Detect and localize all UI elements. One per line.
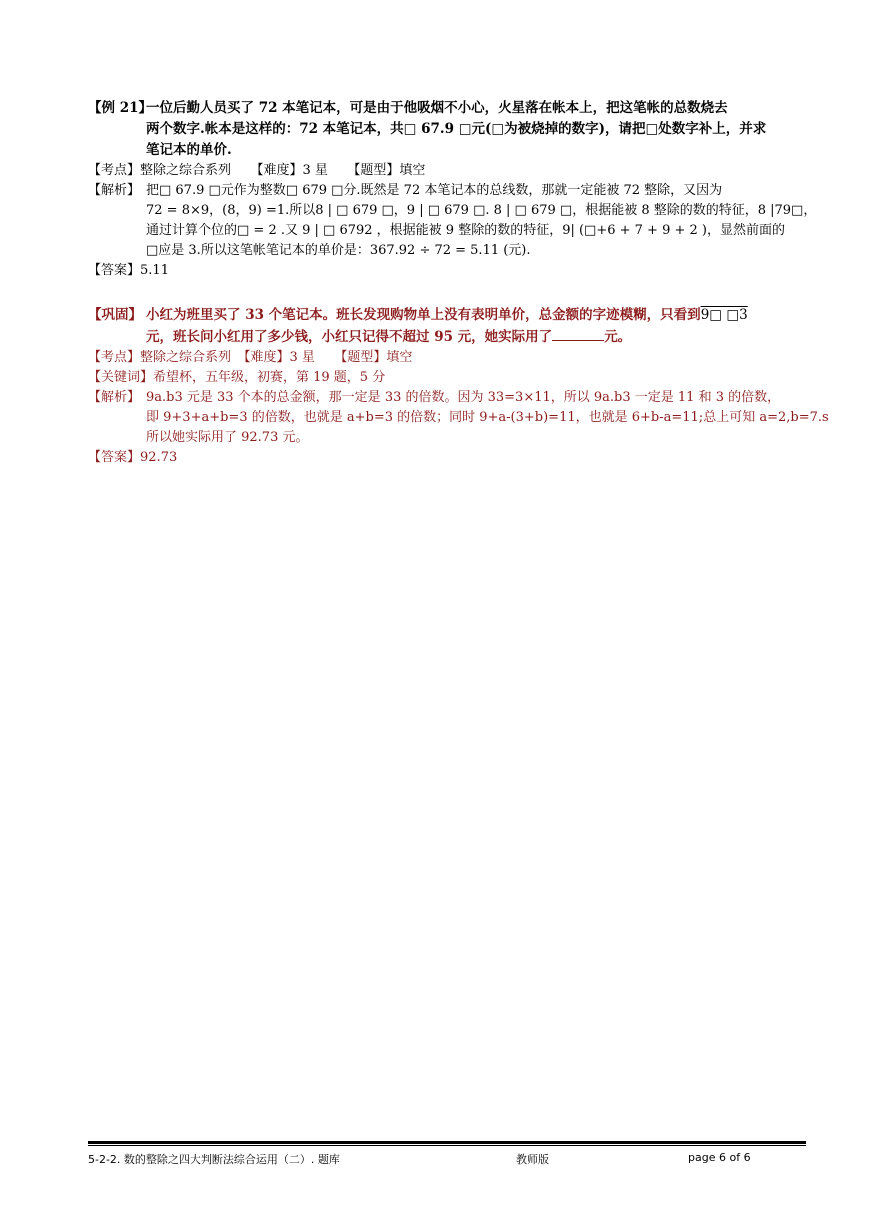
blurred-amount: 9□ □3 [700,307,748,323]
example-question-line-1: 【例 21】一位后勤人员买了 72 本笔记本，可是由于他吸烟不小心，火星落在帐本上，把这笔帐的总数烧去 [88,98,808,119]
example-kaodian: 【考点】整除之综合系列 【难度】3 星 【题型】填空 [88,163,426,178]
consolidate-question-line-1: 【巩固】 小红为班里买了 33 个笔记本。班长发现购物单上没有表明单价，总金额的字迹模糊，只看到9□ □3 [88,305,808,326]
consolidate-jiexi-line-3: 所以她实际用了 92.73 元。 [146,430,309,445]
consolidate-jiexi-line-1: 【解析】 9a.b3 元是 33 个本的总金额，那一定是 33 的倍数。因为 33=3×11，所以 9a.b3 一定是 11 和 3 的倍数， [88,388,808,408]
example-question-line-2: 两个数字.帐本是这样的：72 本笔记本，共□ 67.9 □元(□为被烧掉的数字)，请把□处数字补上，并求 [146,121,767,137]
example-jiexi-line-4: □应是 3.所以这笔帐笔记本的单价是：367.92 ÷ 72 = 5.11 (元). [146,243,531,258]
example-jiexi-tag: 【解析】 [88,183,141,198]
footer-edition: 教师版 [516,1153,549,1166]
consolidate-answer: 【答案】92.73 [88,450,178,465]
answer-blank [552,326,604,341]
consolidate-jiexi-line-2: 即 9+3+a+b=3 的倍数，也就是 a+b=3 的倍数；同时 9+a-(3+b)=11，也就是 6+b-a=11;总上可知 a=2,b=7.s [146,410,829,425]
footer-title: 5-2-2. 数的整除之四大判断法综合运用（二）. 题库 [88,1153,340,1166]
example-jiexi-line-3: 通过计算个位的□ = 2 .又 9 | □ 6792 ，根据能被 9 整除的数的特征，9| (□+6 + 7 + 9 + 2 )，显然前面的 [146,223,785,238]
example-tag: 【例 21】 [88,100,152,116]
example-21-section [88,98,817,281]
consolidate-kaodian: 【考点】整除之综合系列 【难度】3 星 【题型】填空 [88,350,413,365]
consolidate-tag: 【巩固】 [88,307,142,323]
footer-rule-thick [88,1141,806,1144]
example-jiexi-line-1: 【解析】 把□ 67.9 □元作为整数□ 679 □分.既然是 72 本笔记本的总线数，那就一定能被 72 整除，又因为 [88,181,808,201]
example-answer: 【答案】5.11 [88,263,169,278]
consolidate-section [88,305,829,468]
example-jiexi-line-2: 72 = 8×9，(8，9) =1.所以8 | □ 679 □，9 | □ 679 □. 8 | □ 679 □，根据能被 8 整除的数的特征，8 |79□， [146,203,817,218]
consolidate-jiexi-tag: 【解析】 [88,390,141,405]
consolidate-question-line-2: 元，班长问小红用了多少钱，小红只记得不超过 95 元，她实际用了 元。 [88,326,808,348]
footer-rule-thin [88,1145,806,1146]
footer-page-number: page 6 of 6 [688,1151,751,1164]
consolidate-keywords: 【关键词】希望杯，五年级，初赛，第 19 题，5 分 [88,370,386,385]
example-question-line-3: 笔记本的单价. [146,142,232,158]
